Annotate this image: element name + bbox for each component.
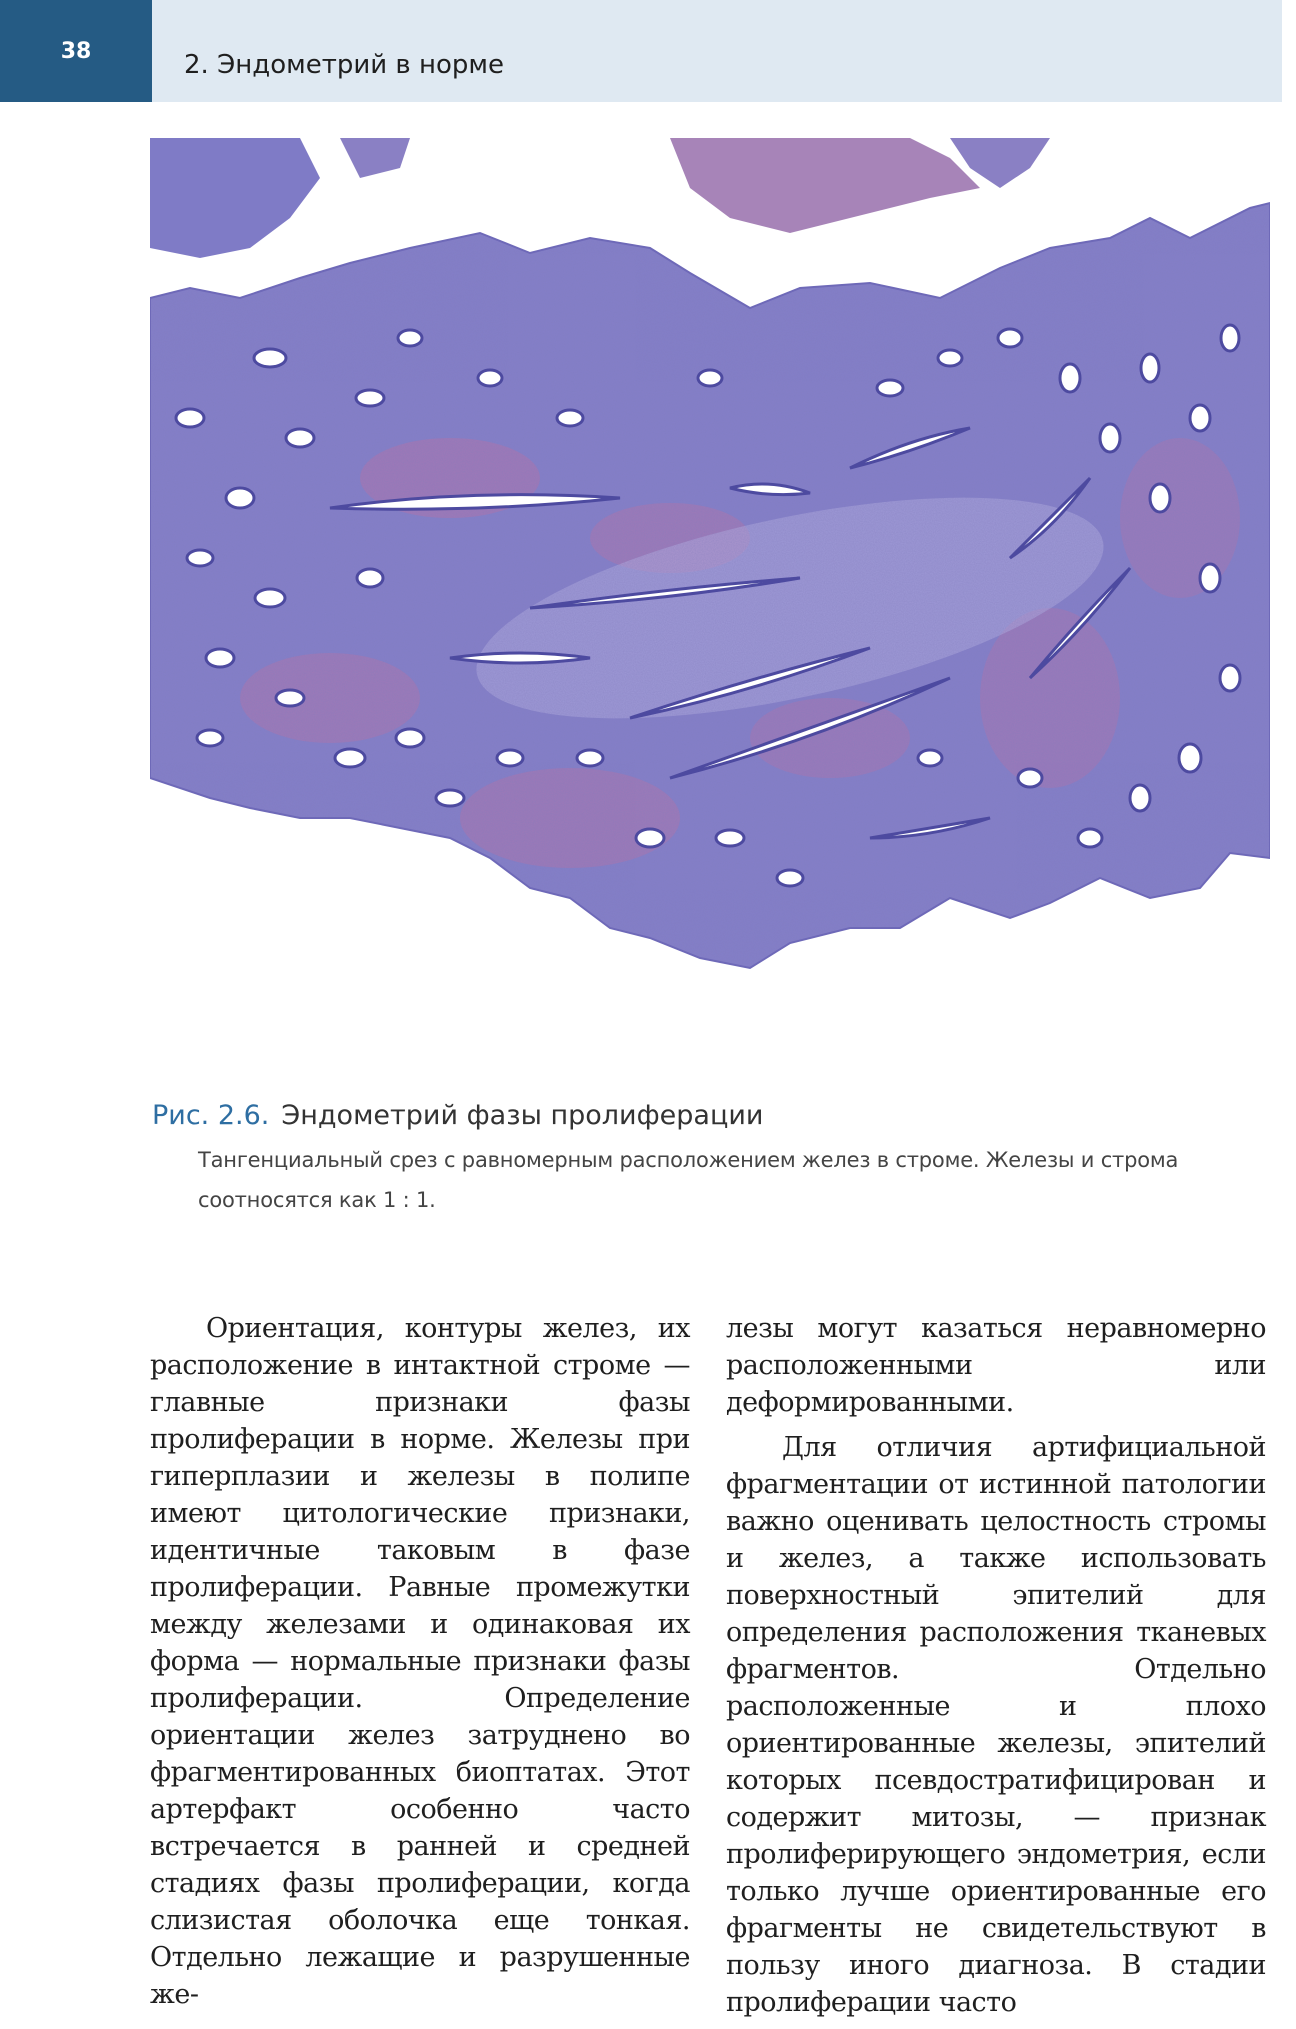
- chapter-title: 2. Эндометрий в норме: [184, 50, 505, 80]
- page-number: 38: [0, 0, 152, 102]
- tissue-main: [150, 138, 1270, 1048]
- histology-figure: [150, 138, 1270, 1048]
- figure-caption-title: [152, 1100, 763, 1131]
- body-paragraph: Для отличия артифициальной фрагментации от истинной патологии важно оценивать целостность стромы и желез, а также использовать поверхностный эпителий для определения расположения тканевых фрагментов. Отдельно расположенные и плохо ориентированные железы, эпителий которых псевдостратифицирован и содержит митозы, — признак пролиферирующего эндометрия, если только лучше ориентированные его фрагменты не свидетельствуют в пользу иного диагноза. В стадии пролиферации часто: [726, 1432, 1266, 2018]
- figure-caption-text: Тангенциальный срез с равномерным расположением желез в строме. Железы и строма соотносятся как 1 : 1.: [198, 1148, 1179, 1212]
- figure-title: Эндометрий фазы пролиферации: [281, 1100, 764, 1131]
- body-column-left: [150, 1310, 690, 2021]
- figure-number: Рис. 2.6.: [152, 1100, 270, 1131]
- body-paragraph: Ориентация, контуры желез, их расположение в интактной строме — главные признаки фазы пролиферации в норме. Железы при гиперплазии и железы в полипе имеют цитологические признаки, идентичные таковым в фазе пролиферации. Равные промежутки между железами и одинаковая их форма — нормальные признаки фазы пролиферации. Определение ориентации желез затруднено во фрагментированных биоптатах. Этот артерфакт особенно часто встречается в ранней и средней стадиях фазы пролиферации, когда слизистая оболочка еще тонкая. Отдельно лежащие и разрушенные же-: [150, 1313, 690, 2010]
- body-column-right: [726, 1310, 1266, 2029]
- body-paragraph-continuation: лезы могут казаться неравномерно расположенными или деформированными.: [726, 1313, 1266, 1418]
